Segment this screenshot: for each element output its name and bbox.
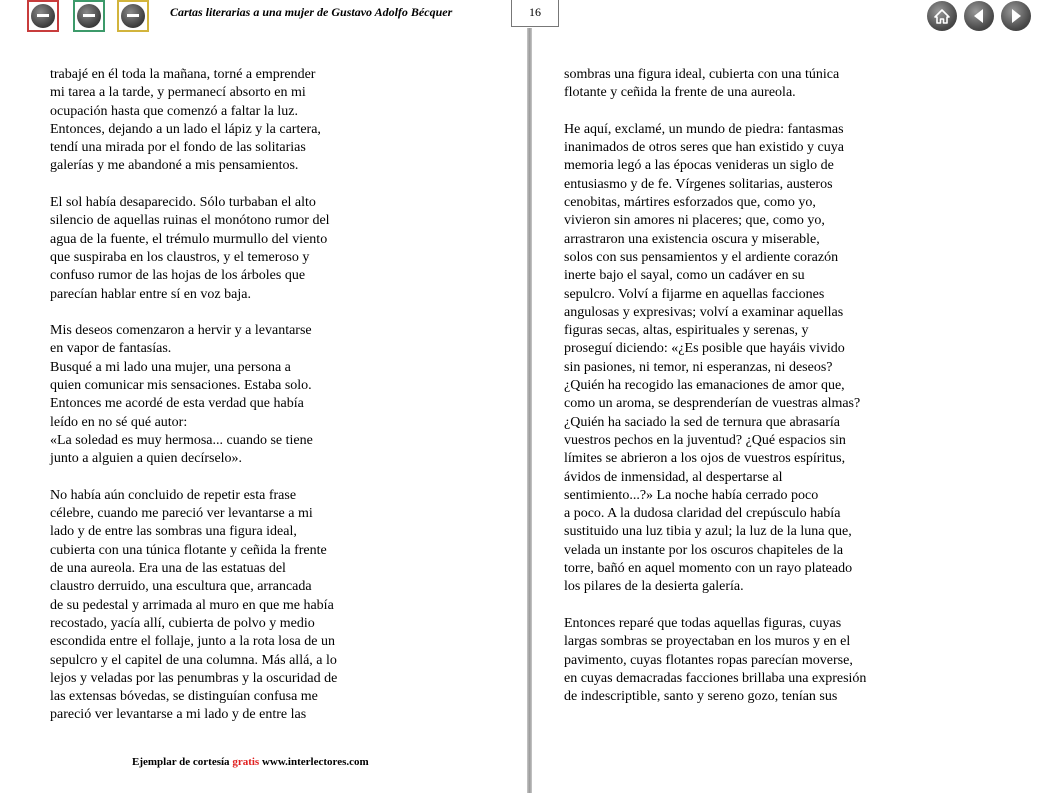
text-line: junto a alguien a quien decírselo». — [50, 451, 243, 467]
text-line: inerte bajo el sayal, como un cadáver en su — [564, 268, 805, 284]
right-text-column — [564, 66, 866, 725]
next-page-button[interactable] — [1001, 1, 1031, 31]
text-line: inanimados de otros seres que han existido y cuya — [564, 140, 844, 156]
text-line: leído en no sé qué autor: — [50, 414, 188, 430]
text-line: No había aún concluido de repetir esta frase — [50, 487, 297, 503]
text-line: parecían hablar entre sí en voz baja. — [50, 286, 251, 302]
text-line: galerías y me abandoné a mis pensamientos. — [50, 158, 299, 174]
text-line: de una aureola. Era una de las estatuas del — [50, 561, 286, 577]
paragraph — [564, 615, 866, 706]
text-line: agua de la fuente, el trémulo murmullo del viento — [50, 231, 328, 247]
text-line: vuestros pechos en la juventud? ¿Qué espacios sin — [564, 432, 846, 448]
text-line: proseguí diciendo: «¿Es posible que hayáis vivido — [564, 341, 845, 357]
text-line: arrastraron una existencia oscura y miserable, — [564, 231, 820, 247]
text-line: Mis deseos comenzaron a hervir y a levantarse — [50, 323, 312, 339]
text-line: ávidos de inmensidad, al despertarse al — [564, 469, 783, 485]
text-line: figuras secas, altas, espirituales y serenas, y — [564, 323, 809, 339]
text-line: sustituido una luz tibia y azul; la luz de la luna que, — [564, 524, 852, 540]
home-button[interactable] — [927, 1, 957, 31]
page-divider — [527, 28, 532, 793]
minus-icon — [31, 4, 55, 28]
paragraph — [50, 194, 337, 304]
text-line: célebre, cuando me pareció ver levantarse a mi — [50, 506, 313, 522]
minus-icon — [121, 4, 145, 28]
arrow-left-icon — [964, 1, 994, 31]
minus-icon — [77, 4, 101, 28]
page-number: 16 — [511, 0, 559, 27]
minimize-green-button[interactable] — [73, 0, 105, 32]
text-line: largas sombras se proyectaban en los muros y en el — [564, 634, 851, 650]
text-line: silencio de aquellas ruinas el monótono rumor del — [50, 213, 330, 229]
text-line: Entonces reparé que todas aquellas figuras, cuyas — [564, 615, 842, 631]
text-line: angulosas y expresivas; volví a examinar aquellas — [564, 304, 844, 320]
text-line: vivieron sin amores ni placeres; que, como yo, — [564, 213, 825, 229]
text-line: las extensas bóvedas, se distinguían confusa me — [50, 689, 318, 705]
text-line: de su pedestal y arrimada al muro en que me había — [50, 597, 334, 613]
text-line: «La soledad es muy hermosa... cuando se tiene — [50, 432, 313, 448]
text-line: límites se abrieron a los ojos de vuestros espíritus, — [564, 451, 846, 467]
text-line: Entonces me acordé de esta verdad que había — [50, 396, 304, 412]
text-line: trabajé en él toda la mañana, torné a emprender — [50, 67, 316, 82]
text-line: recostado, yacía allí, cubierta de polvo y medio — [50, 615, 315, 631]
text-line: sentimiento...?» La noche había cerrado poco — [564, 487, 819, 503]
text-line: en vapor de fantasías. — [50, 341, 172, 357]
text-line: sombras una figura ideal, cubierta con una túnica — [564, 67, 840, 82]
text-line: quien comunicar mis sensaciones. Estaba solo. — [50, 378, 312, 394]
text-line: sepulcro. Volví a fijarme en aquellas facciones — [564, 286, 825, 302]
left-text-column — [50, 66, 337, 743]
text-line: flotante y ceñida la frente de una aureola. — [564, 85, 796, 101]
text-line: mi tarea a la tarde, y permanecí absorto en mi — [50, 85, 306, 101]
paragraph — [564, 121, 866, 597]
text-line: solos con sus pensamientos y el ardiente corazón — [564, 249, 839, 265]
paragraph — [50, 66, 337, 176]
text-line: lado y de entre las sombras una figura ideal, — [50, 524, 297, 540]
text-line: Busqué a mi lado una mujer, una persona a — [50, 359, 291, 375]
text-line: escondida entre el follaje, junto a la rota losa de un — [50, 634, 335, 650]
text-line: He aquí, exclamé, un mundo de piedra: fantasmas — [564, 121, 844, 137]
text-line: ocupación hasta que comenzó a faltar la luz. — [50, 103, 298, 119]
text-line: El sol había desaparecido. Sólo turbaban el alto — [50, 195, 316, 211]
text-line: sepulcro y el capitel de una columna. Más allá, a lo — [50, 652, 337, 668]
text-line: ¿Quién ha saciado la sed de ternura que abrasaría — [564, 414, 840, 430]
text-line: en cuyas demacradas facciones brillaba una expresión — [564, 670, 867, 686]
footer-prefix: Ejemplar de cortesía — [132, 756, 230, 768]
text-line: de indescriptible, santo y sereno gozo, tenían sus — [564, 689, 838, 705]
text-line: a poco. A la dudosa claridad del crepúsculo había — [564, 506, 841, 522]
text-line: confuso rumor de las hojas de los árboles que — [50, 268, 306, 284]
paragraph — [50, 322, 337, 468]
text-line: tendí una mirada por el fondo de las solitarias — [50, 140, 306, 156]
minimize-red-button[interactable] — [27, 0, 59, 32]
text-line: velada un instante por los oscuros chapiteles de la — [564, 542, 844, 558]
text-line: torre, bañó en aquel momento con un rayo plateado — [564, 561, 853, 577]
footer — [132, 756, 369, 768]
previous-page-button[interactable] — [964, 1, 994, 31]
text-line: pavimento, cuyas flotantes ropas parecían moverse, — [564, 652, 853, 668]
paragraph — [50, 487, 337, 725]
text-line: que suspiraba en los claustros, y el temeroso y — [50, 249, 310, 265]
text-line: como un aroma, se desprenderían de vuestras almas? — [564, 396, 861, 412]
text-line: pareció ver levantarse a mi lado y de entre las — [50, 707, 307, 723]
paragraph — [564, 66, 866, 103]
text-line: memoria legó a las épocas venideras un siglo de — [564, 158, 834, 174]
book-title: Cartas literarias a una mujer de Gustavo Adolfo Bécquer — [170, 5, 453, 19]
text-line: cenobitas, mártires esforzados que, como yo, — [564, 195, 816, 211]
footer-highlight: gratis — [232, 756, 260, 768]
text-line: entusiasmo y de fe. Vírgenes solitarias, austeros — [564, 176, 833, 192]
footer-site[interactable]: www.interlectores.com — [261, 756, 369, 768]
home-icon — [927, 1, 957, 31]
text-line: ¿Quién ha recogido las emanaciones de amor que, — [564, 378, 845, 394]
arrow-right-icon — [1001, 1, 1031, 31]
text-line: los pilares de la desierta galería. — [564, 579, 744, 595]
minimize-yellow-button[interactable] — [117, 0, 149, 32]
text-line: sin pasiones, ni temor, ni esperanzas, ni deseos? — [564, 359, 833, 375]
text-line: cubierta con una túnica flotante y ceñida la frente — [50, 542, 327, 558]
text-line: Entonces, dejando a un lado el lápiz y la cartera, — [50, 121, 321, 137]
text-line: lejos y veladas por las penumbras y la oscuridad de — [50, 670, 338, 686]
text-line: claustro derruido, una escultura que, arrancada — [50, 579, 312, 595]
